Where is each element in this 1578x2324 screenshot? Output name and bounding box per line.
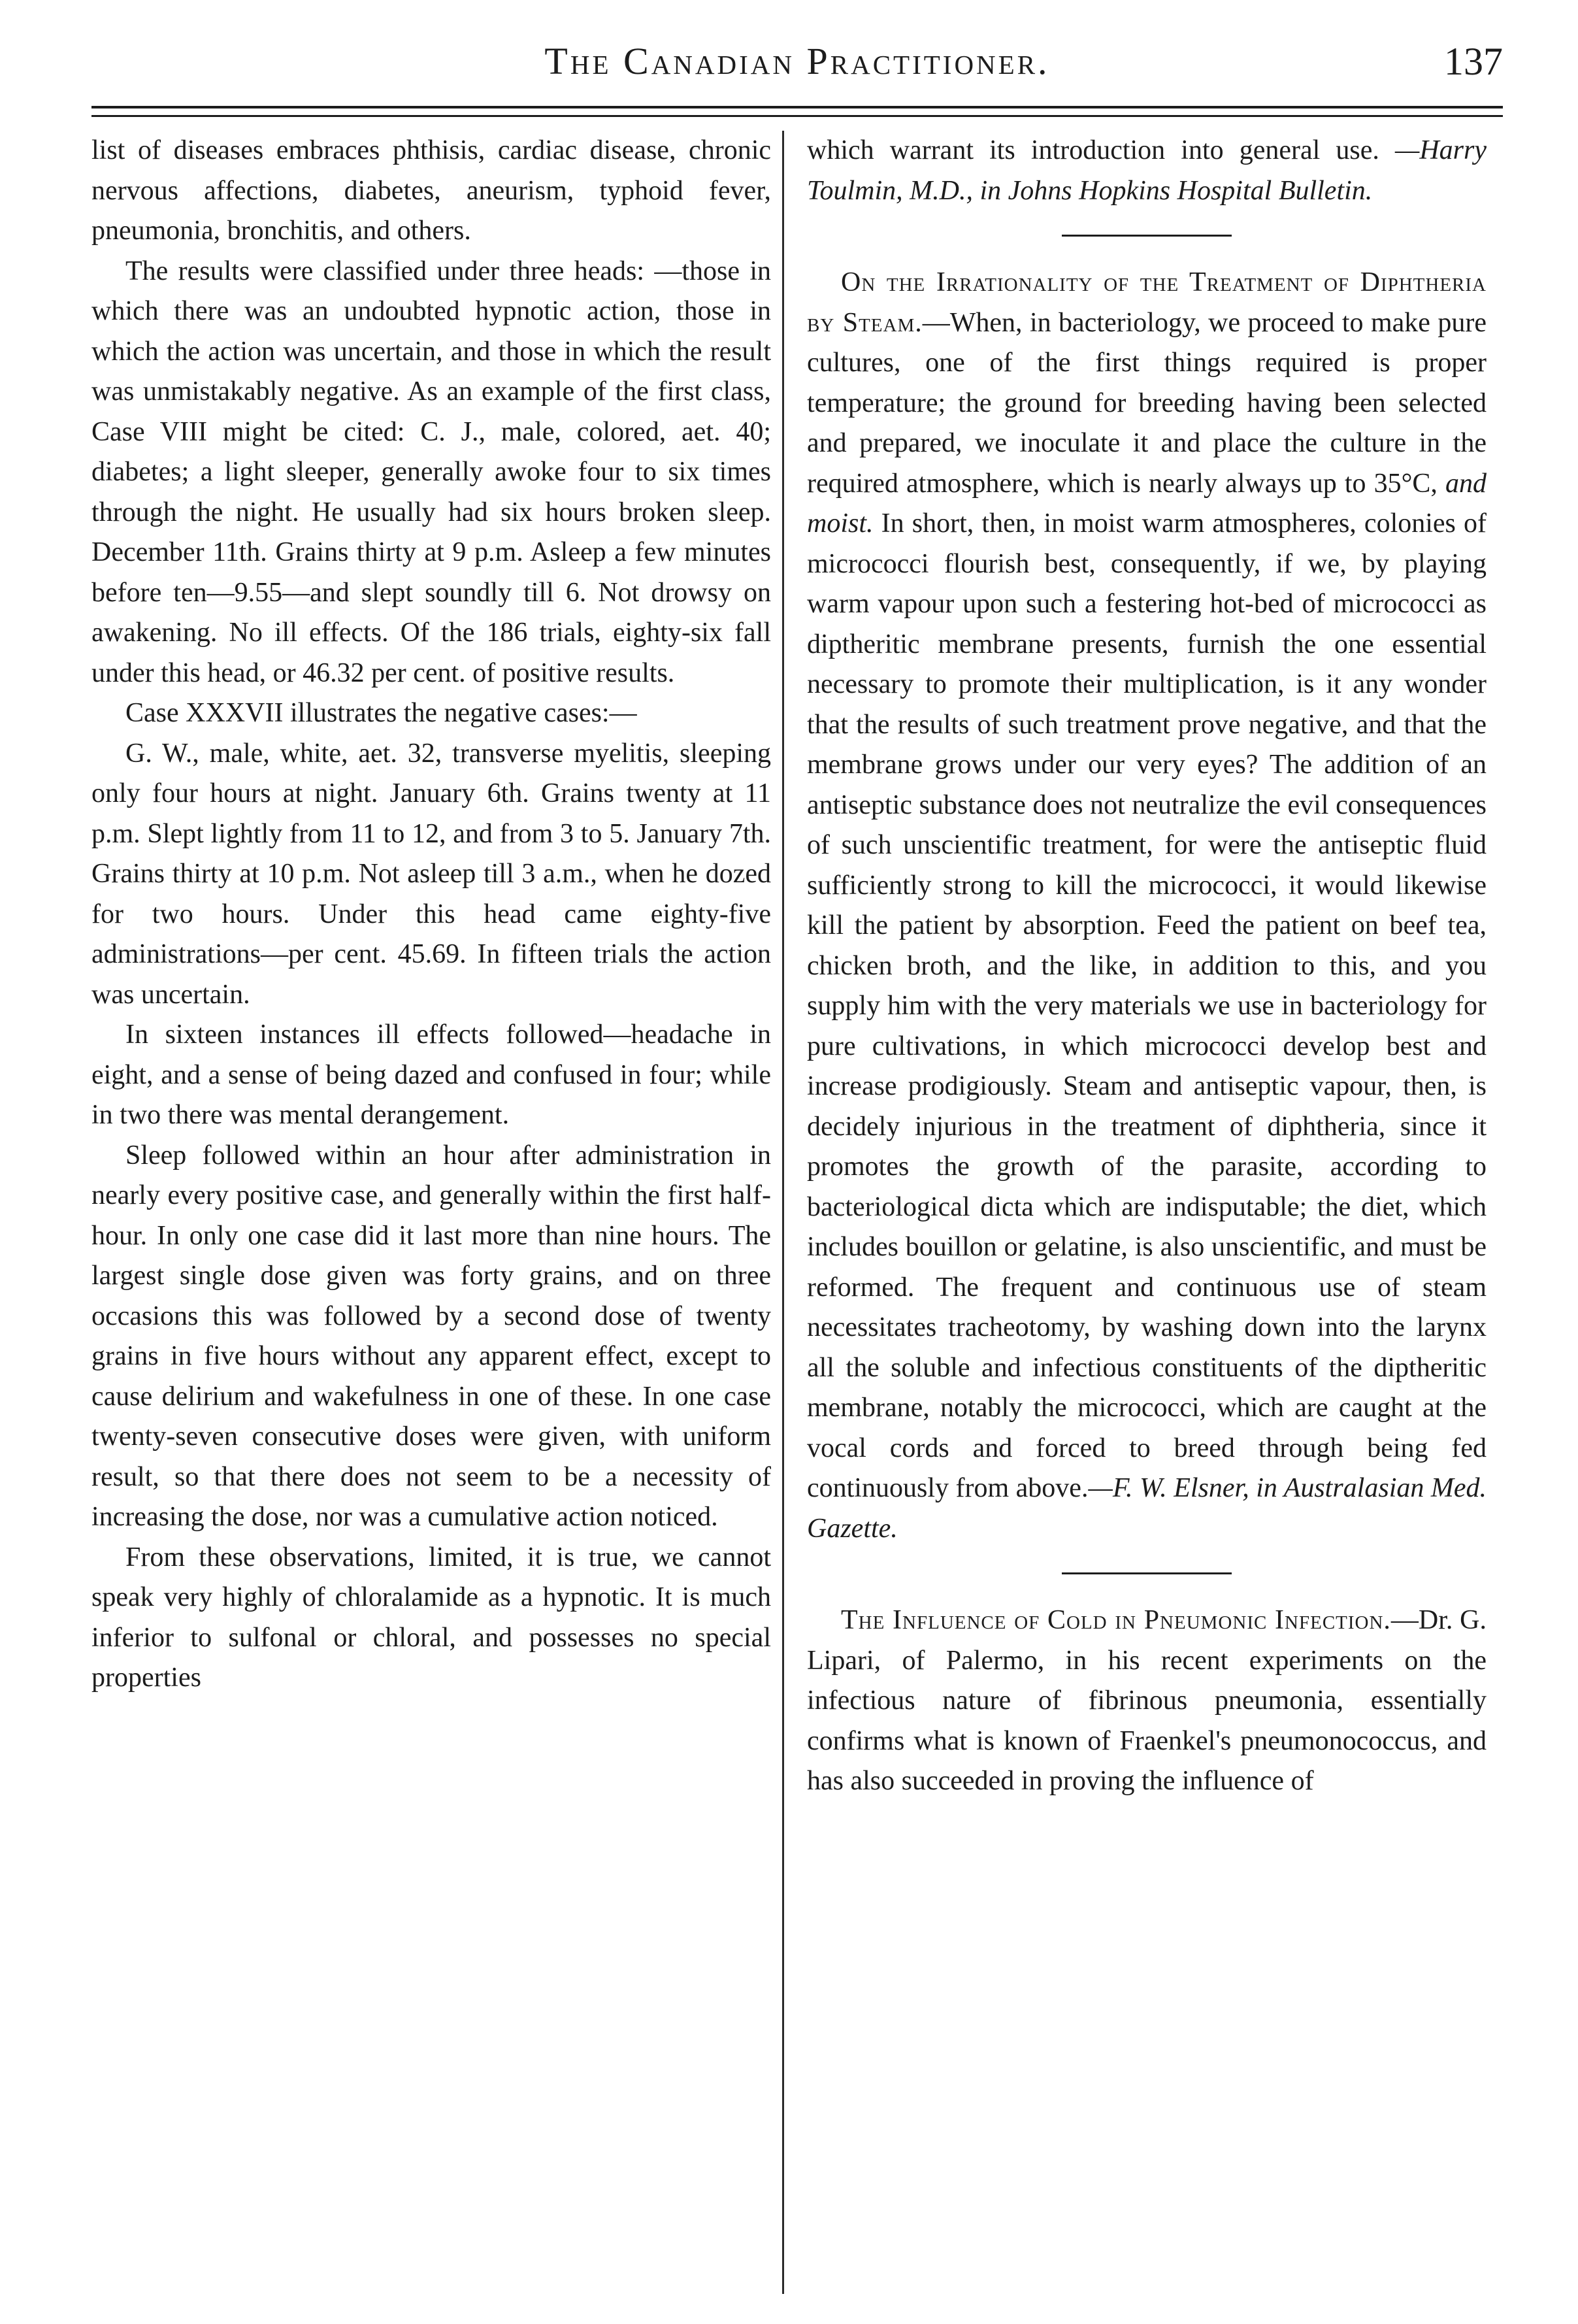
citation: —Harry Toulmin, M.D., in Johns Hopkins Hospital Bulletin. <box>807 135 1487 206</box>
emphasis: and moist. <box>807 468 1487 539</box>
left-column <box>91 131 771 1699</box>
paragraph: list of diseases embraces phthisis, cardiac disease, chronic nervous affections, diabetes, aneurism, typhoid fever, pneumonia, bronchitis, and others. <box>91 135 771 246</box>
column-divider <box>782 131 784 2294</box>
paragraph: Case XXXVII illustrates the negative cases:— <box>125 698 637 728</box>
page-number: 137 <box>1444 40 1503 83</box>
paragraph: From these observations, limited, it is true, we cannot speak very highly of chloralamide as a hypnotic. It is much inferior to sulfonal or chloral, and possesses no special properties <box>91 1542 771 1693</box>
paragraph <box>807 131 1487 211</box>
paragraph: Sleep followed within an hour after administration in nearly every positive case, and generally within the first half-hour. In only one case did it last more than nine hours. The largest single dose given was forty grains, and on three occasions this was followed by a second dose of twenty grains in five hours without any apparent effect, except to cause delirium and wakefulness in one of these. In one case twenty-seven consecutive doses were given, with uniform result, so that there does not seem to be a necessity of increasing the dose, nor was a cumulative action noticed. <box>91 1140 771 1532</box>
section-separator <box>1062 235 1232 237</box>
paragraph: The results were classified under three heads: —those in which there was an undoubted hypnotic action, those in which the action was uncertain, and those in which the result was unmistakably negative. As an example of the first class, Case VIII might be cited: C. J., male, colored, aet. 40; diabetes; a light sleeper, generally awoke four to six times through the night. He usually had six hours broken sleep. December 11th. Grains thirty at 9 p.m. Asleep a few minutes before ten—9.55—and slept soundly till 6. Not drowsy on awakening. No ill effects. Of the 186 trials, eighty-six fall under this head, or 46.32 per cent. of positive results. <box>91 256 771 688</box>
header-rule <box>91 106 1503 108</box>
citation: —F. W. Elsner, in Australasian Med. Gazette. <box>807 1473 1487 1544</box>
article-body: —When, in bacteriology, we proceed to make pure cultures, one of the first things required is proper temperature; the ground for breeding having been selected and prepared, we inoculate it and place the culture in the required atmosphere, which is nearly always up to 35°C, <box>807 307 1487 499</box>
right-column <box>807 131 1487 1802</box>
article-title: On the Irrationality of the Treatment of Diphtheria by Steam. <box>807 267 1487 338</box>
article-body: —Dr. G. Lipari, of Palermo, in his recent experiments on the infectious nature of fibrinous pneumonia, essentially confirms what is known of Fraenkel's pneumonococcus, and has also succeeded in proving the influence of <box>807 1605 1487 1796</box>
page-header <box>91 39 1503 111</box>
paragraph: In sixteen instances ill effects followed—headache in eight, and a sense of being dazed and confused in four; while in two there was mental derangement. <box>91 1020 771 1130</box>
section-separator <box>1062 1572 1232 1574</box>
paragraph: G. W., male, white, aet. 32, transverse myelitis, sleeping only four hours at night. January 6th. Grains twenty at 11 p.m. Slept lightly from 11 to 12, and from 3 to 5. January 7th. Grains thirty at 10 p.m. Not asleep till 3 a.m., when he dozed for two hours. Under this head came eighty-five administrations—per cent. 45.69. In fifteen trials the action was uncertain. <box>91 738 771 1010</box>
paragraph-text: which warrant its introduction into general use. <box>807 135 1379 165</box>
header-rule-thin <box>91 115 1503 117</box>
article-pneumonia <box>807 1601 1487 1802</box>
article-diphtheria <box>807 263 1487 1549</box>
article-title: The Influence of Cold in Pneumonic Infection. <box>841 1605 1391 1635</box>
running-title: The Canadian Practitioner. <box>544 40 1050 82</box>
article-body: In short, then, in moist warm atmospheres, colonies of micrococci flourish best, consequently, if we, by playing warm vapour upon such a festering hot-bed of micrococci as diptheritic membrane presents, furnish the one essential necessary to promote their multiplication, is it any wonder that the results of such treatment prove negative, and that the membrane grows under our very eyes? The addition of an antiseptic substance does not neutralize the evil consequences of such unscientific treatment, for were the antiseptic fluid sufficiently strong to kill the micrococci, it would likewise kill the patient by absorption. Feed the patient on beef tea, chicken broth, and the like, in addition to this, and you supply him with the very materials we use in bacteriology for pure cultivations, in which micrococci develop best and increase prodigiously. Steam and antiseptic vapour, then, is decidely injurious in the treatment of diphtheria, since it promotes the growth of the parasite, according to bacteriological dicta which are indisputable; the diet, which includes bouillon or gelatine, is also unscientific, and must be reformed. The frequent and continuous use of steam necessitates tracheotomy, by washing down into the larynx all the soluble and infectious constituents of the diptheritic membrane, notably the micrococci, which are caught at the vocal cords and forced to breed through being fed continuously from above. <box>807 508 1487 1503</box>
